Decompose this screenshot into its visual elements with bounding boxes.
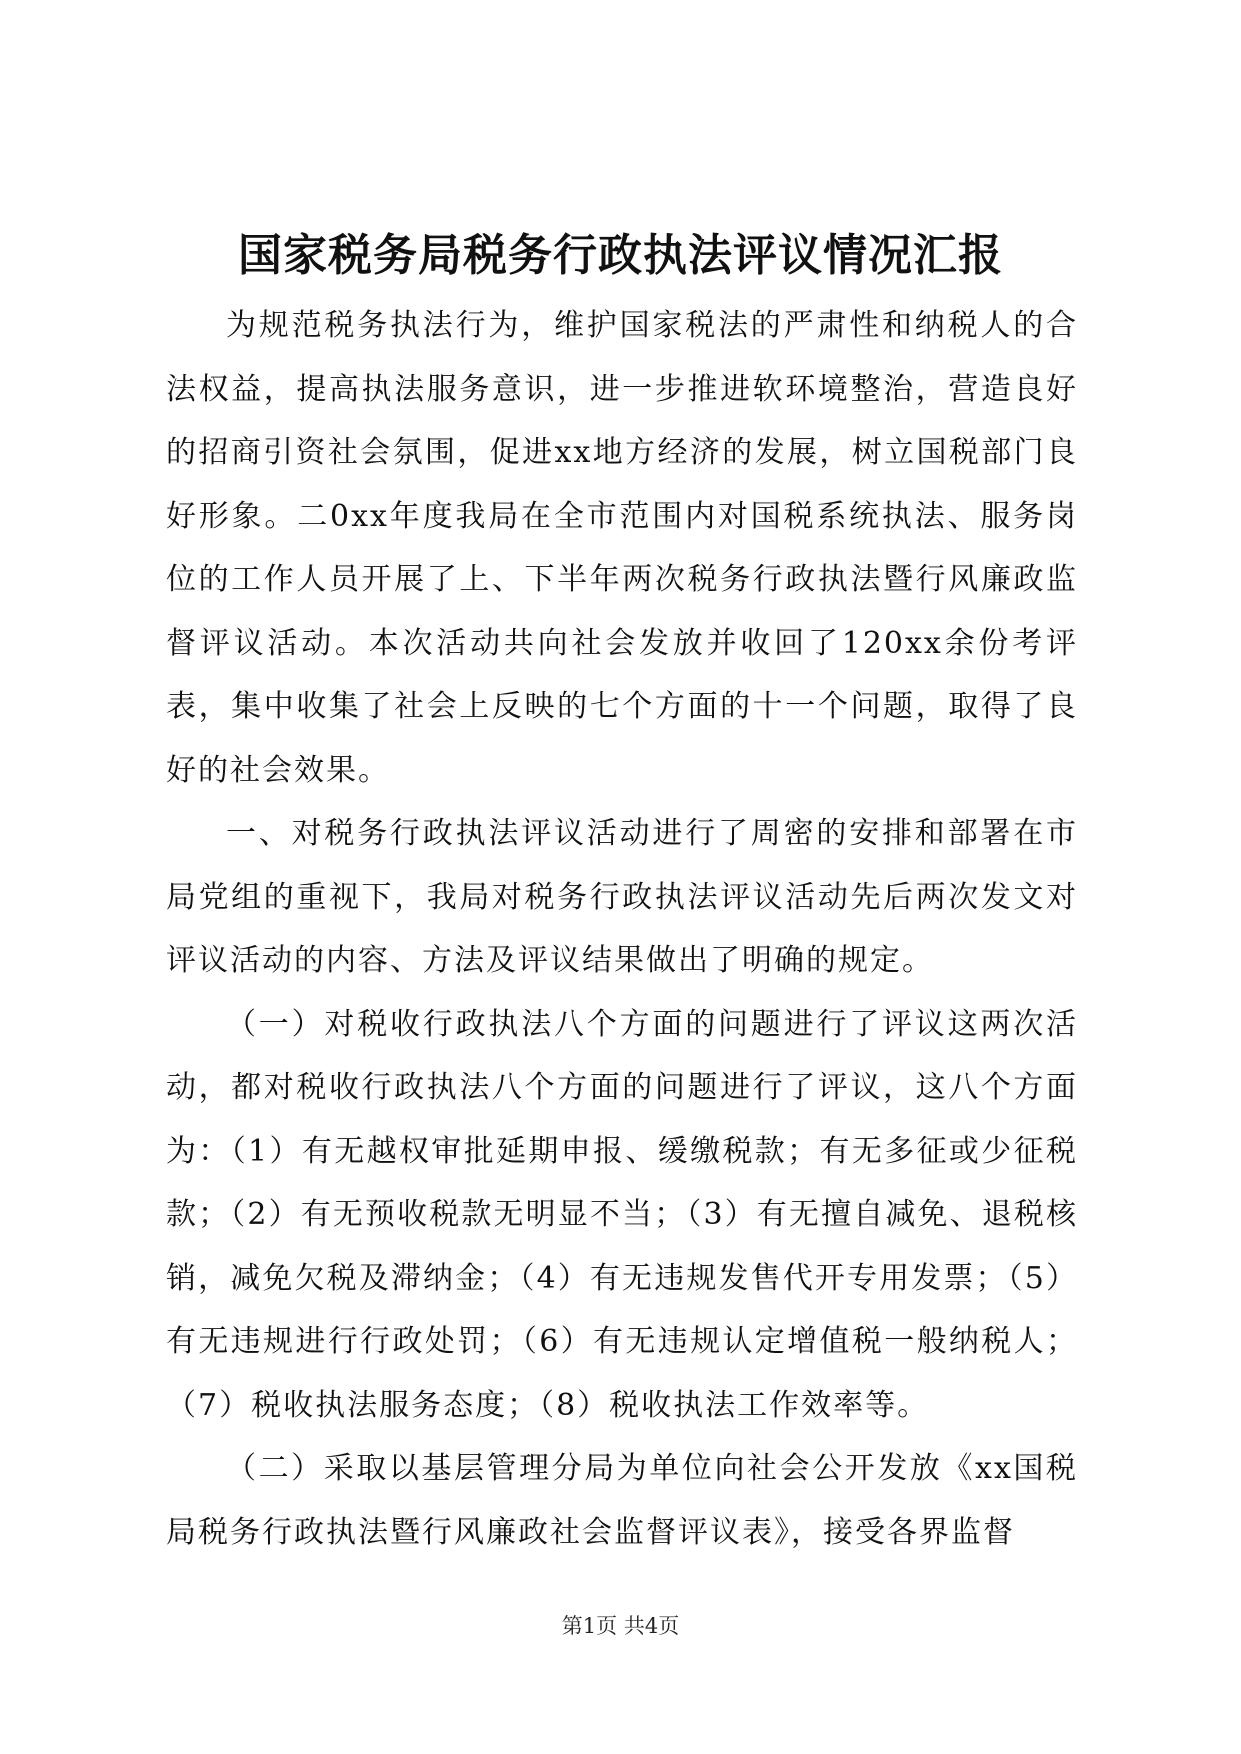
paragraph-subsection-2: （二）采取以基层管理分局为单位向社会公开发放《xx国税局税务行政执法暨行风廉政社会监督评议表》，接受各界监督 — [166, 1451, 1078, 1550]
document-body — [166, 294, 1078, 1564]
paragraph-intro: 为规范税务执法行为，维护国家税法的严肃性和纳税人的合法权益，提高执法服务意识，进一步推进软环境整治，营造良好的招商引资社会氛围，促进xx地方经济的发展，树立国税部门良好形象。二0xx年度我局在全市范围内对国税系统执法、服务岗位的工作人员开展了上、下半年两次税务行政执法暨行风廉政监督评议活动。本次活动共向社会发放并收回了120xx余份考评表，集中收集了社会上反映的七个方面的十一个问题，取得了良好的社会效果。 — [166, 308, 1078, 788]
paragraph-section-1: 一、对税务行政执法评议活动进行了周密的安排和部署在市局党组的重视下，我局对税务行政执法评议活动先后两次发文对评议活动的内容、方法及评议结果做出了明确的规定。 — [166, 816, 1078, 978]
paragraph-subsection-1: （一）对税收行政执法八个方面的问题进行了评议这两次活动，都对税收行政执法八个方面的问题进行了评议，这八个方面为：（1）有无越权审批延期申报、缓缴税款；有无多征或少征税款；（2）有无预收税款无明显不当；（3）有无擅自减免、退税核销，减免欠税及滞纳金；（4）有无违规发售代开专用发票；（5）有无违规进行行政处罚；（6）有无违规认定增值税一般纳税人；（7）税收执法服务态度；（8）税收执法工作效率等。 — [166, 1006, 1078, 1423]
document-title: 国家税务局税务行政执法评议情况汇报 — [238, 230, 1003, 281]
page-footer: 第1页 共4页 — [561, 1614, 680, 1638]
